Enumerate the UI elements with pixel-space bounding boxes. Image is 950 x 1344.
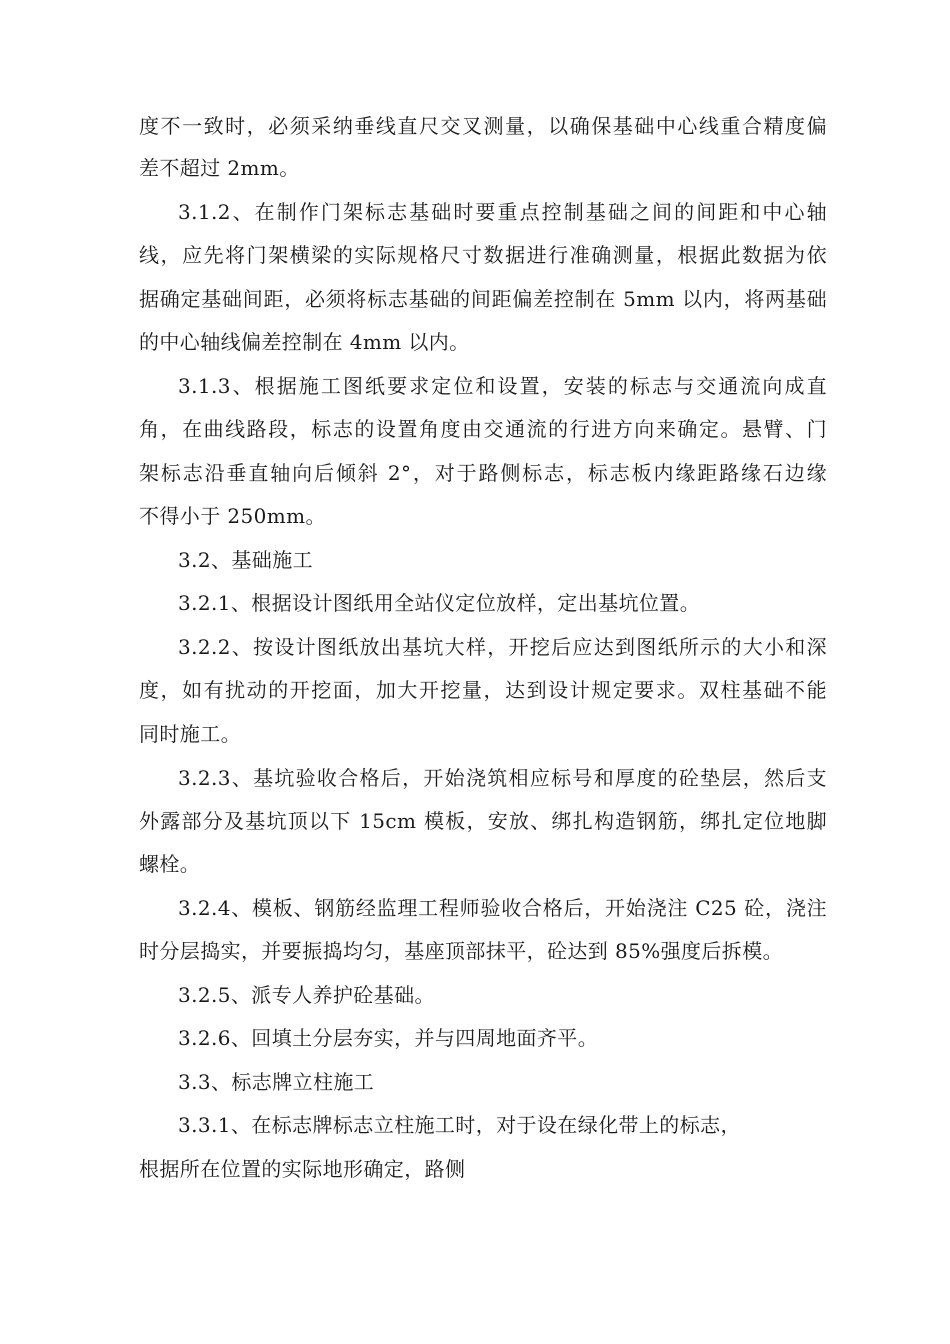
text-line: 3.2.4、模板、钢筋经监理工程师验收合格后，开始浇注 C25 砼，浇注 [178, 896, 827, 920]
text-line: 3.2.5、派专人养护砼基础。 [178, 983, 435, 1007]
text-line: 的中心轴线偏差控制在 4mm 以内。 [139, 330, 470, 354]
text-line: 差不超过 2mm。 [139, 156, 300, 180]
text-line: 架标志沿垂直轴向后倾斜 2°，对于路侧标志，标志板内缘距路缘石边缘 [139, 461, 827, 485]
text-line: 度不一致时，必须采纳垂线直尺交叉测量，以确保基础中心线重合精度偏 [139, 114, 827, 138]
text-line: 同时施工。 [139, 722, 241, 746]
text-line: 螺栓。 [139, 852, 201, 876]
text-line: 度，如有扰动的开挖面，加大开挖量，达到设计规定要求。双柱基础不能 [139, 678, 827, 702]
text-line: 3.2.3、基坑验收合格后，开始浇筑相应标号和厚度的砼垫层，然后支 [178, 766, 827, 790]
text-line: 不得小于 250mm。 [139, 504, 326, 528]
text-line: 据确定基础间距，必须将标志基础的间距偏差控制在 5mm 以内，将两基础 [139, 287, 827, 311]
text-line: 3.3.1、在标志牌标志立柱施工时，对于设在绿化带上的标志， [178, 1113, 741, 1137]
text-line: 线，应先将门架横梁的实际规格尺寸数据进行准确测量，根据此数据为依 [139, 243, 827, 267]
text-line: 时分层捣实，并要振捣均匀，基座顶部抹平，砼达到 85%强度后拆模。 [139, 939, 784, 963]
text-line: 3.1.3、根据施工图纸要求定位和设置，安装的标志与交通流向成直 [178, 374, 827, 398]
text-line: 3.2.6、回填土分层夯实，并与四周地面齐平。 [178, 1026, 599, 1050]
text-line: 角，在曲线路段，标志的设置角度由交通流的行进方向来确定。悬臂、门 [139, 417, 827, 441]
section-heading: 3.3、标志牌立柱施工 [178, 1070, 375, 1094]
text-line: 3.2.1、根据设计图纸用全站仪定位放样，定出基坑位置。 [178, 591, 701, 615]
text-line: 3.1.2、在制作门架标志基础时要重点控制基础之间的间距和中心轴 [178, 200, 827, 224]
section-heading: 3.2、基础施工 [178, 548, 314, 572]
text-line: 外露部分及基坑顶以下 15cm 模板，安放、绑扎构造钢筋，绑扎定位地脚 [139, 809, 827, 833]
text-line: 根据所在位置的实际地形确定，路侧 [139, 1157, 466, 1181]
text-line: 3.2.2、按设计图纸放出基坑大样，开挖后应达到图纸所示的大小和深 [178, 635, 827, 659]
